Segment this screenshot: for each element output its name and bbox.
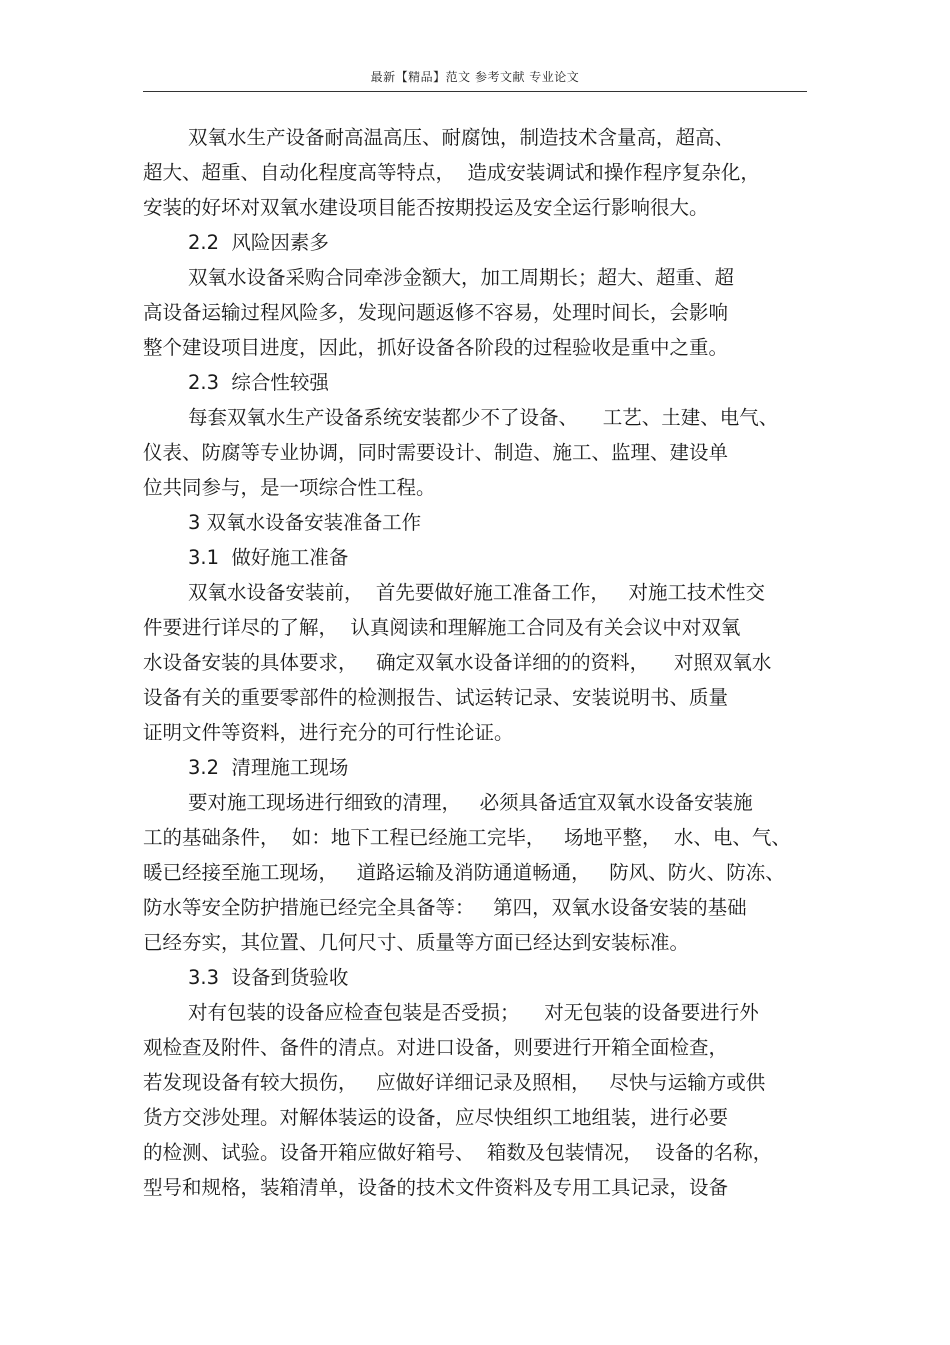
text-line: 双氧水设备安装前， 首先要做好施工准备工作， 对施工技术性交 [188, 581, 765, 604]
text-line: 暖已经接至施工现场， 道路运输及消防通道畅通， 防风、防火、防冻、 [143, 861, 785, 884]
text-line: 整个建设项目进度，因此，抓好设备各阶段的过程验收是重中之重。 [143, 336, 729, 359]
text-line: 每套双氧水生产设备系统安装都少不了设备、 工艺、土建、电气、 [188, 406, 779, 429]
section-heading: 3.1 做好施工准备 [188, 546, 349, 569]
text-line: 水设备安装的具体要求， 确定双氧水设备详细的的资料， 对照双氧水 [143, 651, 772, 674]
text-line: 双氧水设备采购合同牵涉金额大，加工周期长；超大、超重、超 [188, 266, 735, 289]
text-line: 观检查及附件、备件的清点。对进口设备，则要进行开箱全面检查， [143, 1036, 729, 1059]
text-line: 位共同参与，是一项综合性工程。 [143, 476, 436, 499]
text-line: 件要进行详尽的了解， 认真阅读和理解施工合同及有关会议中对双氧 [143, 616, 741, 639]
text-line: 的检测、试验。设备开箱应做好箱号、 箱数及包装情况， 设备的名称， [143, 1141, 773, 1164]
text-line: 若发现设备有较大损伤， 应做好详细记录及照相， 尽快与运输方或供 [143, 1071, 766, 1094]
header-text: 最新【精品】范文 参考文献 专业论文 [370, 70, 580, 84]
text-line: 要对施工现场进行细致的清理， 必须具备适宜双氧水设备安装施 [188, 791, 753, 814]
text-line: 货方交涉处理。对解体装运的设备，应尽快组织工地组装，进行必要 [143, 1106, 729, 1129]
section-heading: 3.3 设备到货验收 [188, 966, 349, 989]
text-line: 安装的好坏对双氧水建设项目能否按期投运及安全运行影响很大。 [143, 196, 709, 219]
text-line: 已经夯实，其位置、几何尺寸、质量等方面已经达到安装标准。 [143, 931, 690, 954]
text-line: 双氧水生产设备耐高温高压、耐腐蚀，制造技术含量高，超高、 [188, 126, 735, 149]
text-line: 高设备运输过程风险多，发现问题返修不容易，处理时间长，会影响 [143, 301, 729, 324]
section-heading: 3 双氧水设备安装准备工作 [188, 511, 422, 534]
text-line: 对有包装的设备应检查包装是否受损； 对无包装的设备要进行外 [188, 1001, 759, 1024]
text-line: 仪表、防腐等专业协调，同时需要设计、制造、施工、监理、建设单 [143, 441, 729, 464]
section-heading: 3.2 清理施工现场 [188, 756, 349, 779]
text-line: 证明文件等资料，进行充分的可行性论证。 [143, 721, 514, 744]
text-line: 型号和规格，装箱清单，设备的技术文件资料及专用工具记录，设备 [143, 1176, 729, 1199]
section-heading: 2.2 风险因素多 [188, 231, 329, 254]
text-line: 超大、超重、自动化程度高等特点， 造成安装调试和操作程序复杂化， [143, 161, 760, 184]
text-line: 设备有关的重要零部件的检测报告、试运转记录、安装说明书、质量 [143, 686, 729, 709]
section-heading: 2.3 综合性较强 [188, 371, 329, 394]
text-line: 工的基础条件， 如：地下工程已经施工完毕， 场地平整， 水、电、气、 [143, 826, 791, 849]
text-line: 防水等安全防护措施已经完全具备等： 第四，双氧水设备安装的基础 [143, 896, 747, 919]
